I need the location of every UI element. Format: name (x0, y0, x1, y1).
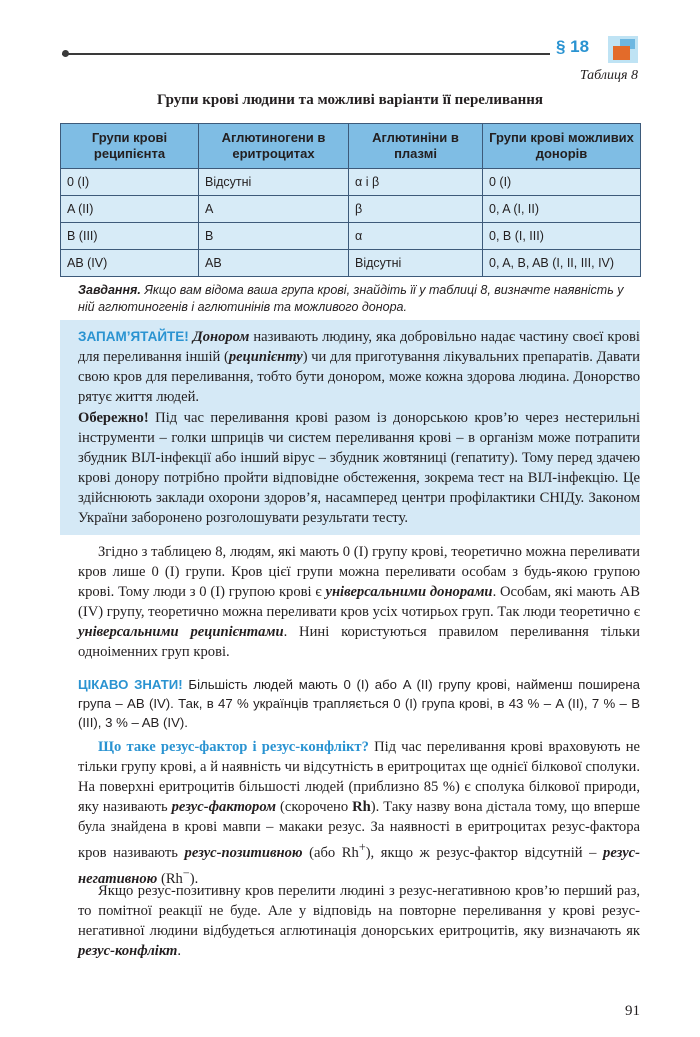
table-cell: α (349, 223, 483, 250)
table-cell: 0, A (I, II) (483, 196, 641, 223)
text: Більшість людей мають 0 (I) або A (II) групу крові, найменш поширена група – AB (IV). Так, в 47 % українців трапляється 0 (I) група крові, в 43 % – A (II), 7 % – B (III), 3 % – AB (IV). (78, 677, 640, 730)
text: Під час переливання крові разом із донорською кров’ю через нестерильні інструменти – голки шприців чи систем переливання крові – в організм може потрапити збудник ВІЛ-інфекції або інший вірус – збудник жовтяниці (гепатиту). Тому перед здачею крові донору потрібно пройти відповідне обстеження, зокрема тест на ВІЛ-інфекцію. Це здійснюють заклади охорони здоров’я, насамперед центри профілактики СНІДу. Законом України заборонено розголошувати результати тесту. (78, 410, 640, 526)
text: . Особам, які мають AB (IV) групу, теоретично можна переливати кров усіх чотирьох груп. Так люди теоретично є (78, 584, 641, 620)
page-number: 91 (625, 1003, 640, 1019)
table-cell: A (II) (61, 196, 199, 223)
table-cell: A (199, 196, 349, 223)
table-cell: 0 (I) (483, 169, 641, 196)
term-rh-positive: резус-позитивною (184, 844, 303, 861)
careful-paragraph (78, 408, 640, 528)
table-cell: B (III) (61, 223, 199, 250)
table-cell: 0 (I) (61, 169, 199, 196)
rhesus-question: Що таке резус-фактор і резус-конфлікт? (98, 739, 369, 755)
universal-paragraph (78, 542, 640, 662)
table-row (61, 169, 641, 196)
section-decor-icon (608, 36, 638, 63)
table-cell: AB (IV) (61, 250, 199, 277)
conflict-paragraph (78, 881, 640, 961)
term-universal-recipients: універсальними реципієнтами (78, 624, 284, 640)
text: . (177, 943, 182, 959)
text: Якщо резус-позитивну кров перелити людині з резус-негативною кров’ю перший раз, то помітної реакції не буде. Але у відповідь на повторне переливання у крові резус-негативної людини відбудеться аглютинація донорських еритроцитів, яку визначають як (78, 883, 640, 939)
text: Під час переливання крові враховують не тільки групу крові, а й наявність чи відсутність в еритроцитах ще однієї білкової сполуки. На поверхні еритроцитів більшості людей (приблизно 85 %) є сполука білкової природи, яку називають (78, 739, 641, 815)
table-cell: α і β (349, 169, 483, 196)
remember-paragraph (78, 327, 640, 407)
table-cell: β (349, 196, 483, 223)
term-donor: Донором (192, 329, 250, 345)
text: (або Rh (302, 844, 359, 861)
interesting-label: ЦІКАВО ЗНАТИ! (78, 677, 183, 692)
text: ). Таку назву вона дістала тому, що вперше була знайдена в крові мавпи – макаки резус. За наявності в еритроцитах резус-фактора кров називають (78, 799, 640, 861)
text: ) чи для приготування лікувальних препаратів. Давати свою кров для переливання, тобто бути донором, може кожна здорова людина. Донорство рятує життя людей. (78, 349, 640, 405)
col-header-agglutinogens: Аглютиногени в еритроцитах (199, 124, 349, 169)
table-row (61, 223, 641, 250)
table-cell: B (199, 223, 349, 250)
table-title: Групи крові людини та можливі варіанти її переливання (156, 92, 544, 108)
text: називають людину, яка добровільно надає частину своєї крові для переливання іншій ( (78, 329, 640, 365)
table-row (61, 196, 641, 223)
remember-label: ЗАПАМ’ЯТАЙТЕ! (78, 329, 189, 344)
superscript-minus: − (182, 865, 190, 880)
text: . Нині користуються правилом переливання тільки одноіменних груп крові. (78, 624, 640, 660)
blood-groups-table (60, 123, 641, 277)
text: ), якщо ж резус-фактор відсутній – (365, 844, 604, 861)
table-cell: Відсутні (199, 169, 349, 196)
header-rule (62, 53, 550, 55)
careful-label: Обережно! (78, 410, 149, 426)
term-rhesus-factor: резус-фактором (171, 799, 277, 815)
table-number: Таблиця 8 (579, 68, 638, 83)
table-header-row (61, 124, 641, 169)
section-number: § 18 (556, 37, 590, 56)
term-recipient: реципієнту (228, 349, 303, 365)
term-rh: Rh (352, 799, 371, 815)
superscript-plus: + (358, 840, 366, 854)
text: Згідно з таблицею 8, людям, які мають 0 (I) групу крові, теоретично можна переливати кров лише 0 (I) групи. Кров цієї групи можна переливати особам з будь-якою групою крові. Тому люди з 0 (I) групою крові є (78, 544, 640, 600)
table-cell: AB (199, 250, 349, 277)
table-cell: 0, A, B, AB (I, II, III, IV) (483, 250, 641, 277)
col-header-donors: Групи крові можливих донорів (483, 124, 641, 169)
col-header-recipient: Групи крові реципієнта (61, 124, 199, 169)
text: ). (189, 870, 199, 887)
term-universal-donors: універсальними донорами (325, 584, 493, 600)
term-rhesus-conflict: резус-конфлікт (78, 943, 178, 959)
interesting-paragraph (78, 675, 640, 732)
text: (Rh (157, 870, 183, 887)
task-text: Якщо вам відома ваша група крові, знайдіть її у таблиці 8, визначте наявність у ній аглютиногенів і аглютинінів та можливого донора. (78, 283, 624, 314)
table-cell: Відсутні (349, 250, 483, 277)
text: (скорочено (276, 799, 353, 815)
task-label: Завдання. (78, 283, 141, 297)
task-note (78, 282, 638, 316)
rhesus-paragraph (78, 737, 640, 889)
table-row (61, 250, 641, 277)
table-cell: 0, B (I, III) (483, 223, 641, 250)
term-rh-negative: резус-негативною (78, 844, 641, 887)
col-header-agglutinins: Аглютиніни в плазмі (349, 124, 483, 169)
